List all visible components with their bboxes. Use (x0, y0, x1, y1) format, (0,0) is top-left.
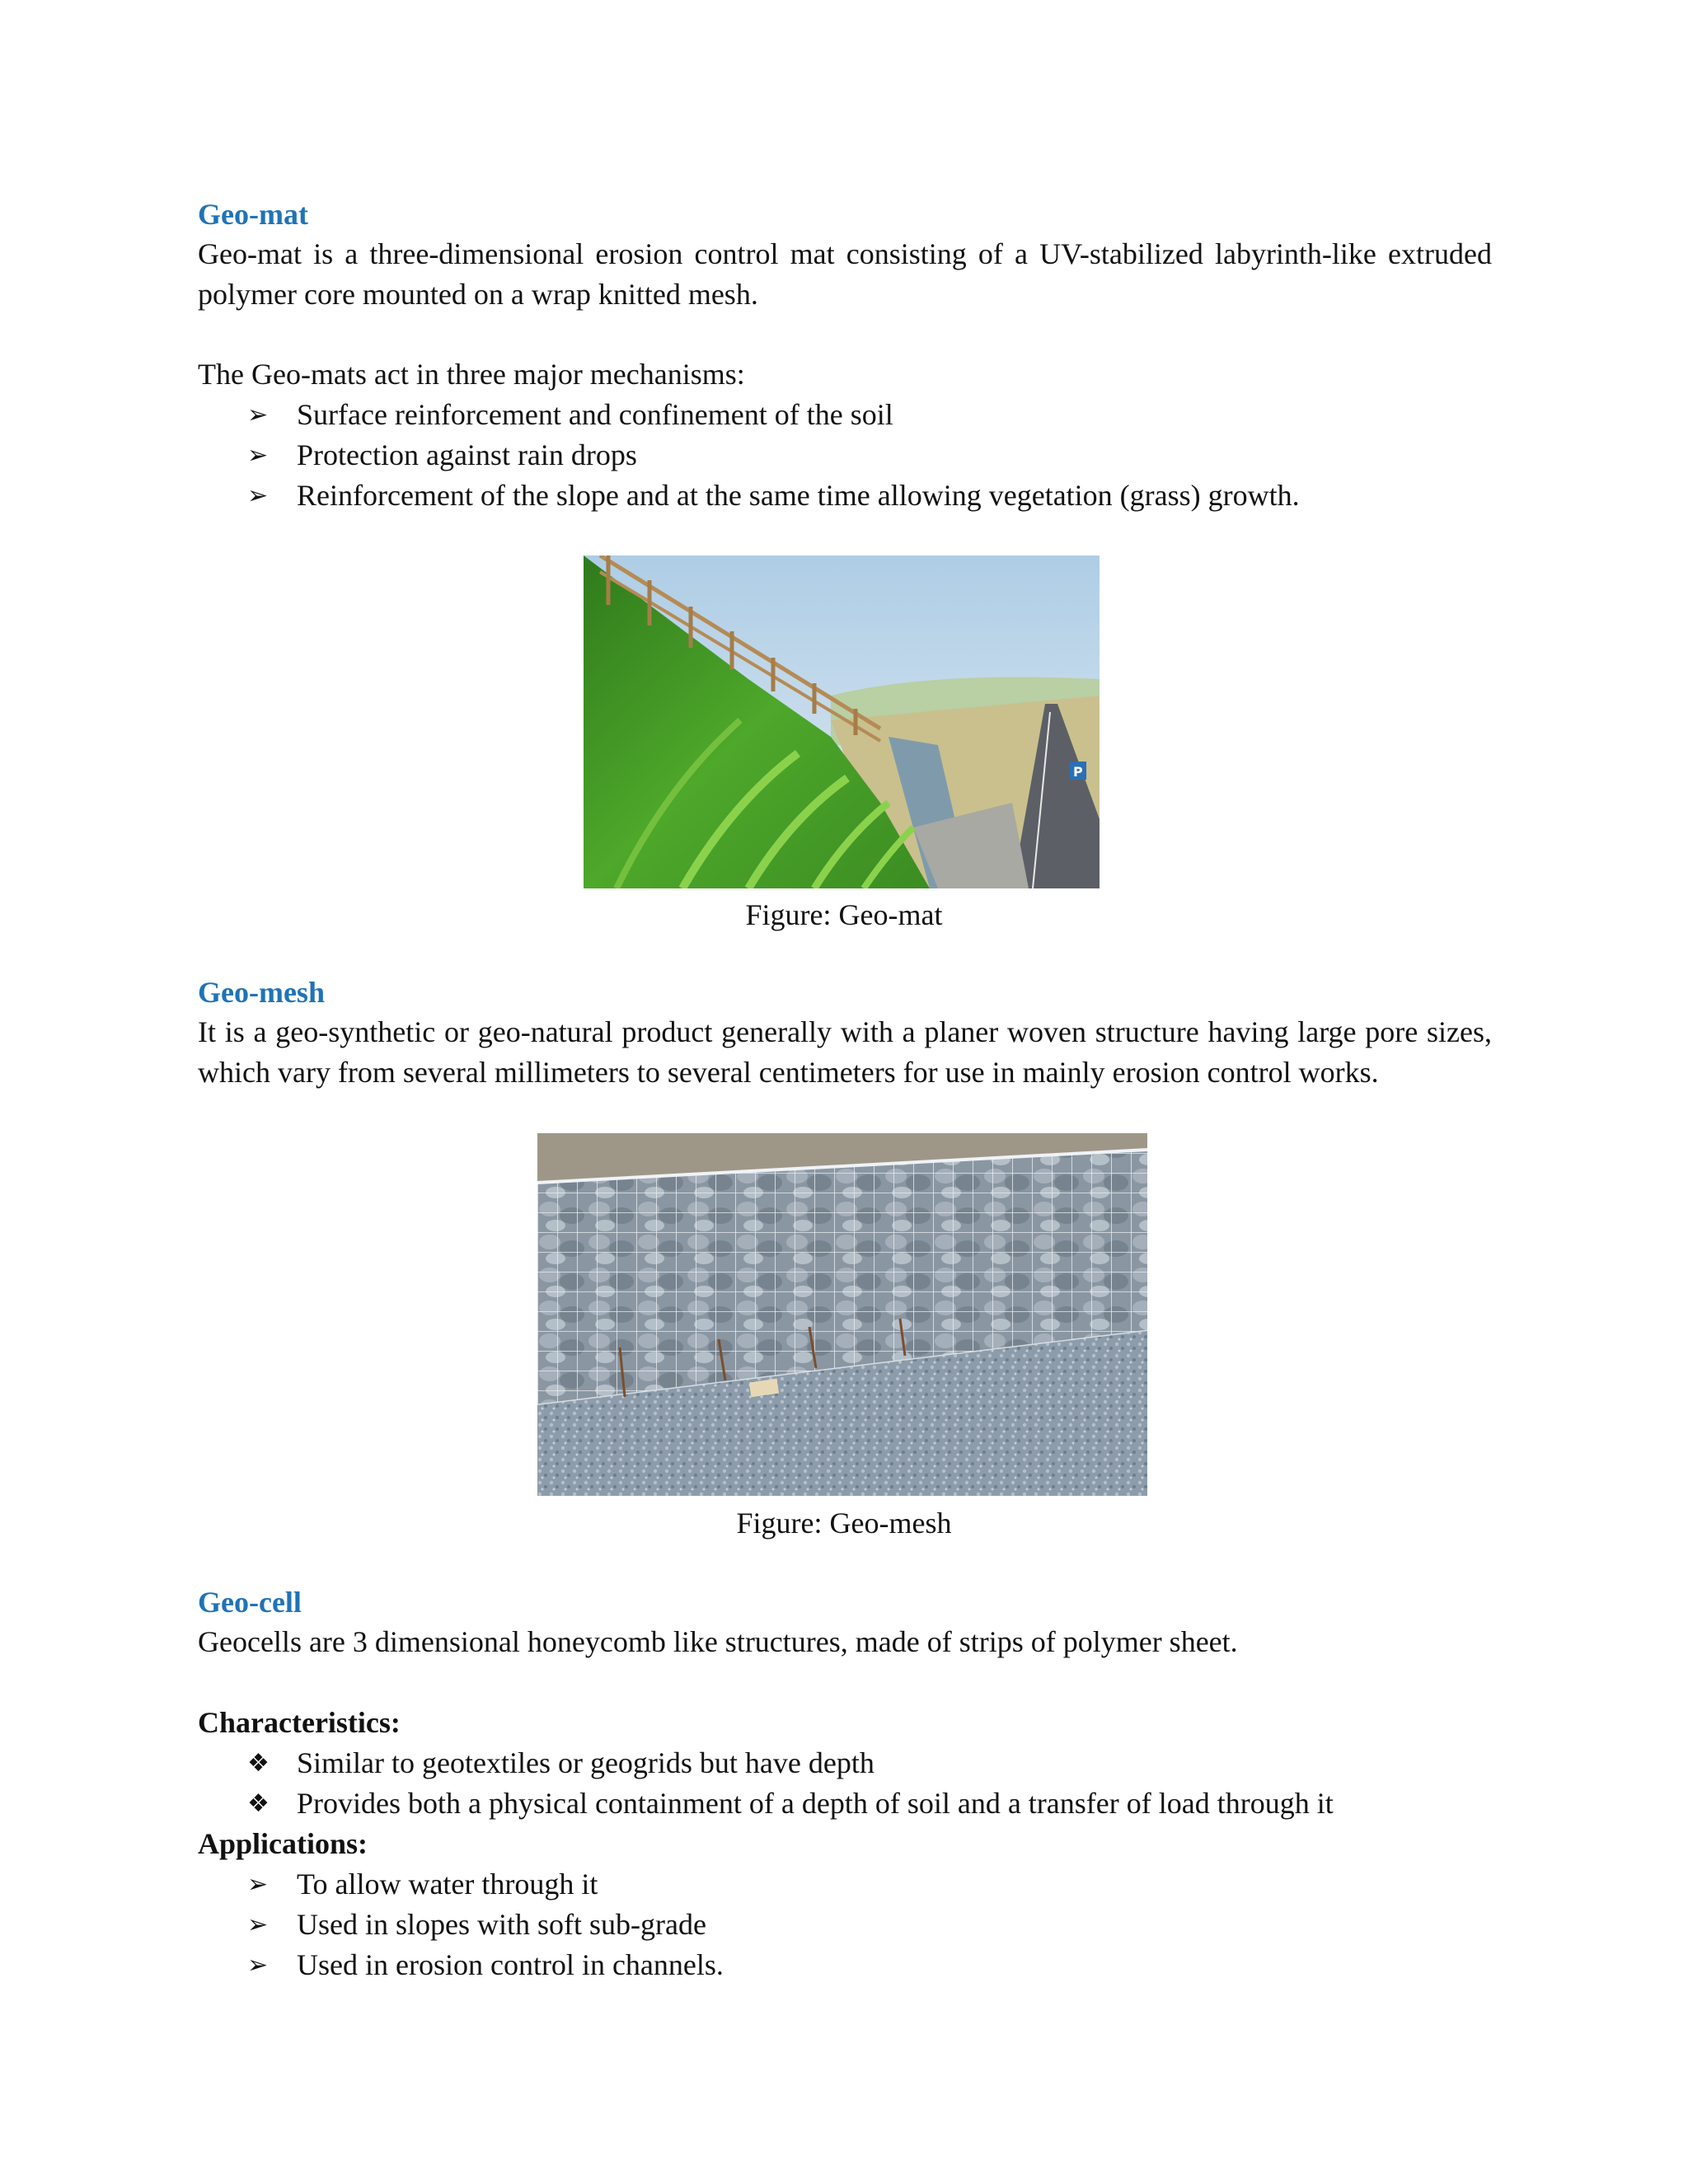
geomat-mechanisms-list (247, 395, 1300, 516)
geomat-description: Geo-mat is a three-dimensional erosion control mat consisting of a UV-stabilized labyrinth-like extruded polymer core mounted on a wrap knitted mesh. (198, 237, 1492, 311)
svg-text:P: P (1073, 764, 1083, 780)
list-item: ➢ Protection against rain drops (247, 435, 1300, 476)
geomat-intro: The Geo-mats act in three major mechanisms: (198, 358, 745, 391)
arrow-bullet-icon: ➢ (247, 401, 269, 429)
list-item: ❖ Provides both a physical containment of a depth of soil and a transfer of load through it (247, 1783, 1334, 1824)
list-item: ➢ Reinforcement of the slope and at the same time allowing vegetation (grass) growth. (247, 476, 1300, 516)
geomesh-figure-caption: Figure: Geo-mesh (736, 1507, 952, 1540)
geocell-heading: Geo-cell (198, 1586, 302, 1619)
list-item: ➢ Used in slopes with soft sub-grade (247, 1905, 724, 1945)
geomat-figure-caption: Figure: Geo-mat (745, 898, 943, 931)
arrow-bullet-icon: ➢ (247, 1870, 269, 1899)
arrow-bullet-icon: ➢ (247, 481, 269, 510)
geomesh-description: It is a geo-synthetic or geo-natural product generally with a planer woven structure having large pore sizes, which vary from several millimeters to several centimeters for use in mainly erosion control works. (198, 1015, 1492, 1089)
characteristics-list (247, 1743, 1334, 1824)
arrow-bullet-icon: ➢ (247, 441, 269, 470)
list-item: ➢ To allow water through it (247, 1864, 724, 1905)
diamond-bullet-icon: ❖ (247, 1749, 270, 1778)
diamond-bullet-icon: ❖ (247, 1789, 270, 1818)
arrow-bullet-icon: ➢ (247, 1951, 269, 1980)
geomesh-heading: Geo-mesh (198, 976, 325, 1009)
characteristics-label: Characteristics: (198, 1706, 401, 1739)
list-item: ➢ Surface reinforcement and confinement of the soil (247, 395, 1300, 435)
geomat-heading: Geo-mat (198, 198, 308, 231)
applications-label: Applications: (198, 1827, 368, 1860)
list-item: ❖ Similar to geotextiles or geogrids but have depth (247, 1743, 1334, 1783)
list-item: ➢ Used in erosion control in channels. (247, 1945, 724, 1985)
geomesh-photo (537, 1133, 1147, 1496)
geomat-photo (584, 555, 1100, 888)
applications-list (247, 1864, 724, 1985)
geocell-description: Geocells are 3 dimensional honeycomb like structures, made of strips of polymer sheet. (198, 1625, 1238, 1658)
arrow-bullet-icon: ➢ (247, 1910, 269, 1939)
